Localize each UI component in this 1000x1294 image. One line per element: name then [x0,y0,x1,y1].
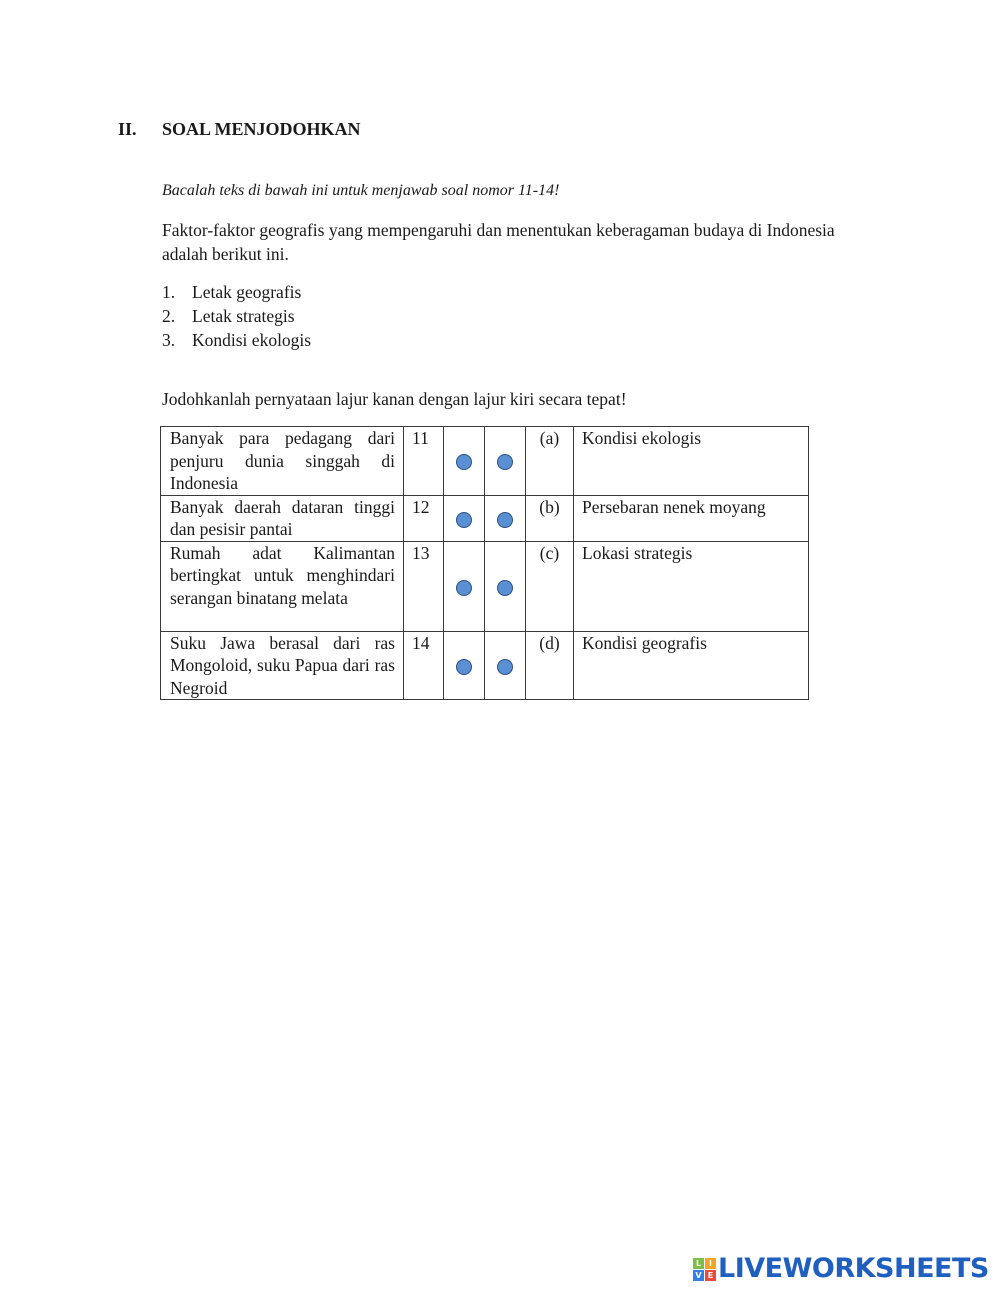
match-dot-right[interactable] [497,580,513,596]
matching-table [160,426,809,700]
question-number: 14 [404,631,444,700]
list-item [162,304,311,328]
match-dot-left[interactable] [456,580,472,596]
match-dot-right[interactable] [497,659,513,675]
statement-cell: Banyak daerah dataran tinggi dan pesisir pantai [161,495,404,541]
answer-letter: (a) [526,427,574,496]
list-item-text: Letak strategis [192,306,295,326]
reading-instruction: Bacalah teks di bawah ini untuk menjawab soal nomor 11-14! [162,182,560,199]
answer-cell: Persebaran nenek moyang [574,495,809,541]
section-number: II. [118,119,137,139]
logo-text: LIVEWORKSHEETS [718,1253,989,1284]
match-dot-right[interactable] [497,512,513,528]
list-item [162,280,311,304]
table-row [161,495,809,541]
answer-letter: (b) [526,495,574,541]
match-dot-right[interactable] [497,454,513,470]
statement-cell: Rumah adat Kalimantan bertingkat untuk menghindari serangan binatang melata [161,541,404,631]
question-number: 11 [404,427,444,496]
task-instruction: Jodohkanlah pernyataan lajur kanan dengan lajur kiri secara tepat! [162,389,627,409]
table-row [161,541,809,631]
answer-cell: Lokasi strategis [574,541,809,631]
section-title: SOAL MENJODOHKAN [162,119,361,139]
section-heading [118,119,361,140]
answer-cell: Kondisi geografis [574,631,809,700]
list-item-text: Letak geografis [192,282,302,302]
logo-mark-icon: L I V E [693,1258,716,1281]
list-item-number: 1. [162,282,176,302]
answer-letter: (c) [526,541,574,631]
list-item-text: Kondisi ekologis [192,330,312,350]
match-dot-left[interactable] [456,454,472,470]
list-item [162,328,311,352]
answer-letter: (d) [526,631,574,700]
statement-cell: Banyak para pedagang dari penjuru dunia singgah di Indonesia [161,427,404,496]
answer-cell: Kondisi ekologis [574,427,809,496]
statement-cell: Suku Jawa berasal dari ras Mongoloid, suku Papua dari ras Negroid [161,631,404,700]
question-number: 12 [404,495,444,541]
list-item-number: 3. [162,330,176,350]
intro-paragraph: Faktor-faktor geografis yang mempengaruhi dan menentukan keberagaman budaya di Indonesia adalah berikut ini. [162,220,835,264]
list-item-number: 2. [162,306,176,326]
factor-list [162,280,311,352]
question-number: 13 [404,541,444,631]
liveworksheets-logo [693,1253,989,1284]
match-dot-left[interactable] [456,659,472,675]
match-dot-left[interactable] [456,512,472,528]
table-row [161,631,809,700]
table-row [161,427,809,496]
